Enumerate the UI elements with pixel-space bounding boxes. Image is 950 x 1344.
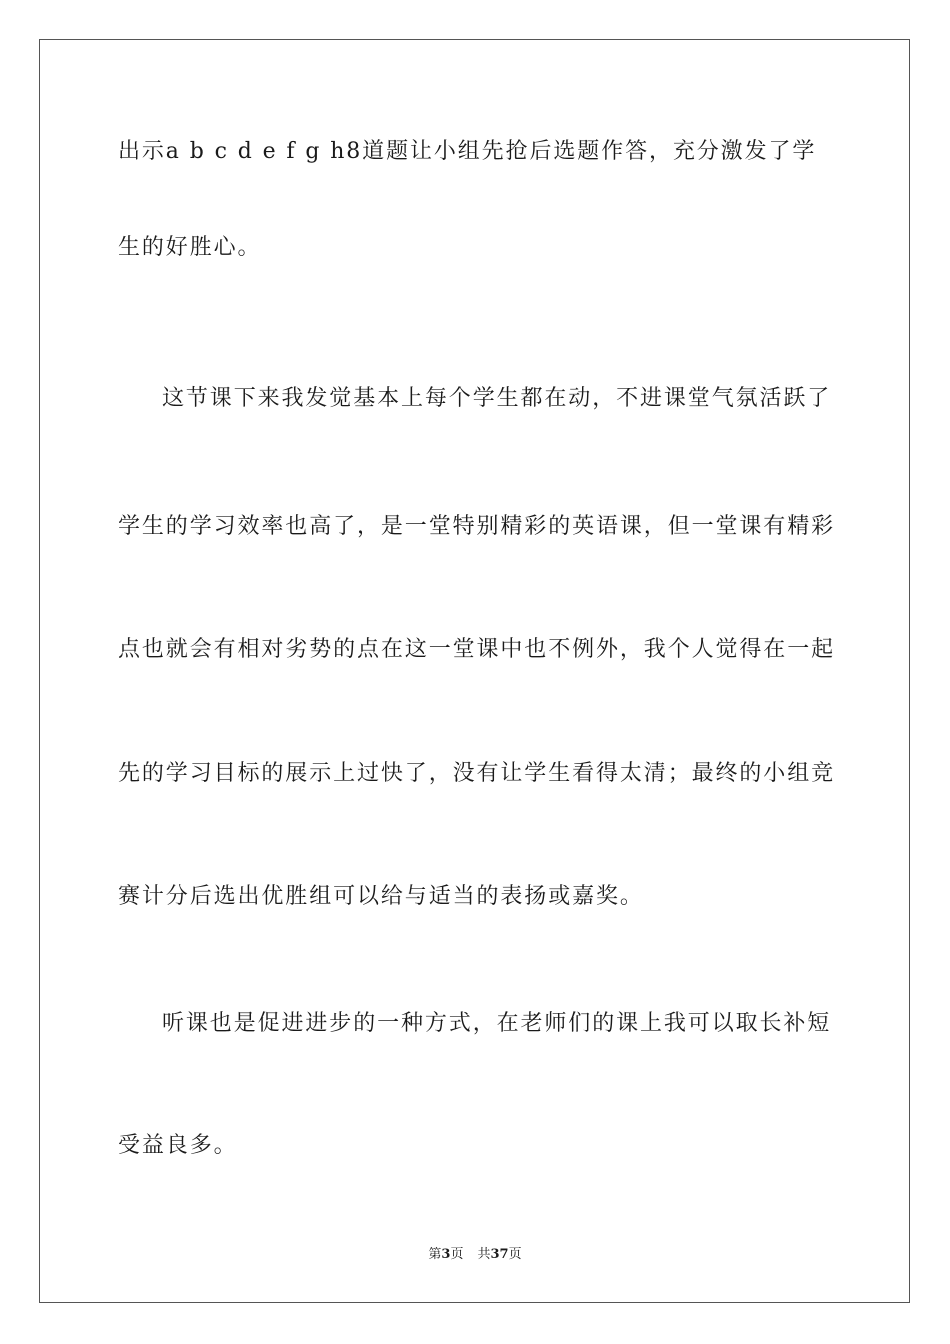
body-line-5: 点也就会有相对劣势的点在这一堂课中也不例外，我个人觉得在一起 [118, 637, 836, 662]
body-line-4: 学生的学习效率也高了，是一堂特别精彩的英语课，但一堂课有精彩 [118, 514, 836, 539]
footer-total-prefix: 共 [477, 1247, 491, 1262]
body-line-8: 听课也是促进进步的一种方式，在老师们的课上我可以取长补短 [162, 1011, 832, 1036]
body-line-2: 生的好胜心。 [118, 235, 262, 260]
page-footer [0, 1246, 950, 1264]
body-line-1: 出示a b c d e f g h8道题让小组先抢后选题作答，充分激发了学 [118, 139, 817, 164]
body-line-3: 这节课下来我发觉基本上每个学生都在动，不进课堂气氛活跃了 [162, 386, 832, 411]
footer-page-prefix: 第 [428, 1247, 442, 1262]
page-border [39, 39, 910, 1303]
body-line-7: 赛计分后选出优胜组可以给与适当的表扬或嘉奖。 [118, 884, 644, 909]
footer-total-pages: 37 [490, 1247, 509, 1262]
footer-page-number: 3 [441, 1247, 451, 1262]
footer-page-suffix: 页 [450, 1247, 464, 1262]
footer-total-suffix: 页 [508, 1247, 522, 1262]
body-line-9: 受益良多。 [118, 1133, 238, 1158]
body-line-6: 先的学习目标的展示上过快了，没有让学生看得太清；最终的小组竞 [118, 761, 836, 786]
